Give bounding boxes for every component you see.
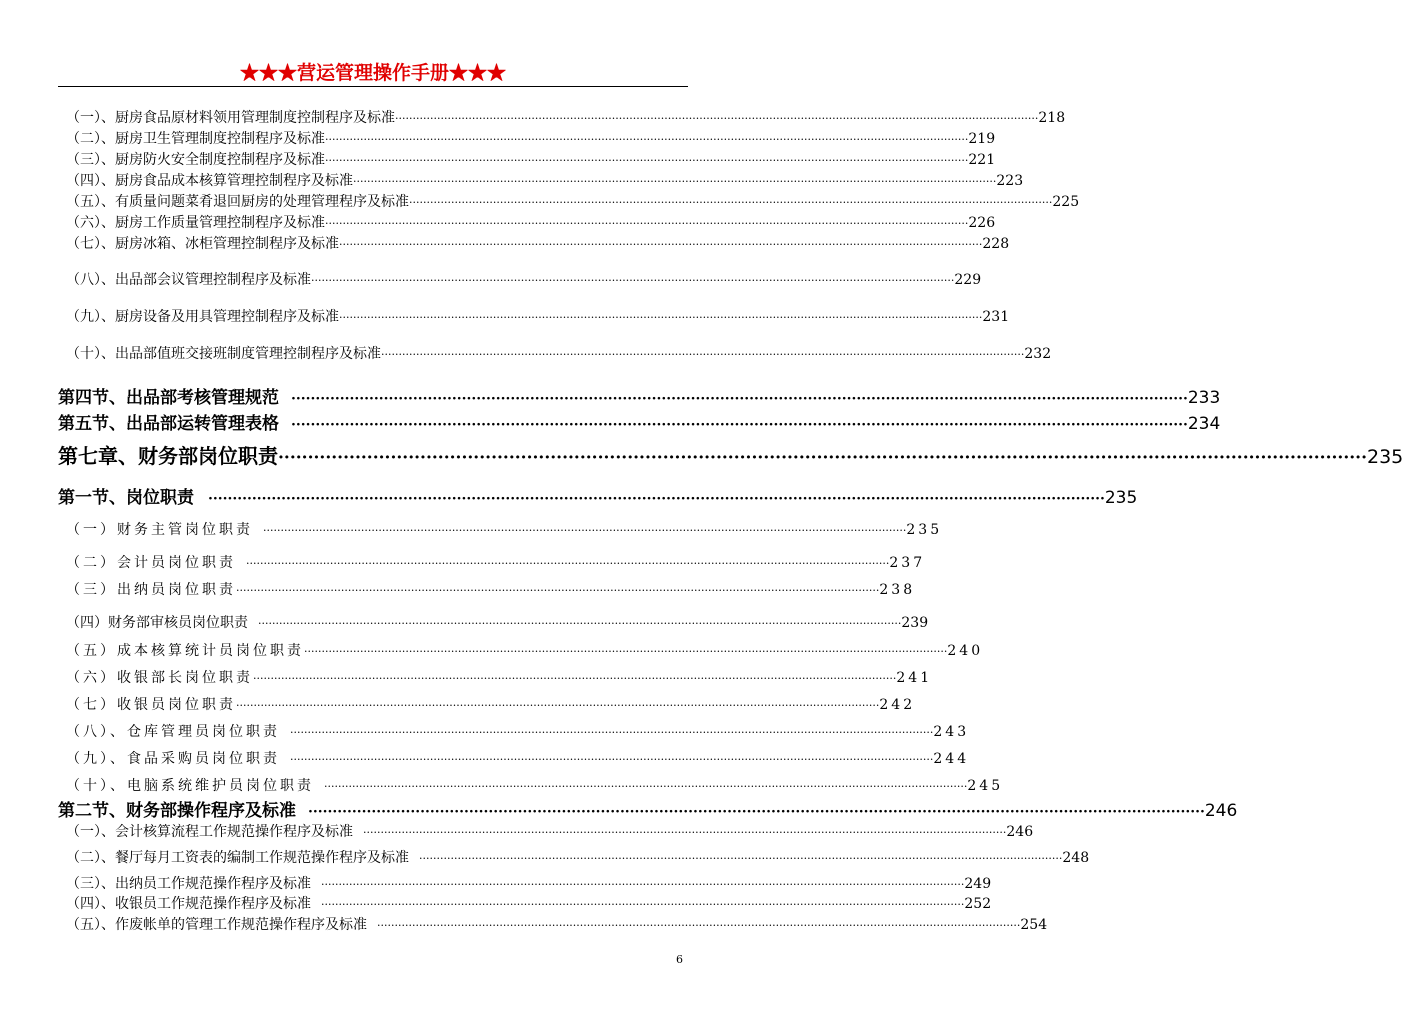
toc-entry[interactable] [0, 821, 1034, 841]
toc-entry[interactable] [0, 667, 936, 687]
toc-entry[interactable] [0, 893, 992, 913]
toc-entry-title: （五）、有质量问题菜肴退回厨房的处理管理程序及标准 [66, 194, 409, 210]
toc-entry-title: （六）、厨房工作质量管理控制程序及标准 [66, 215, 325, 231]
toc-chapter[interactable] [0, 440, 1403, 469]
toc-entry-title: （五）、作废帐单的管理工作规范操作程序及标准 [66, 917, 367, 933]
toc-entry-page: 242 [879, 697, 916, 713]
toc-entry-page: 235 [906, 522, 943, 538]
toc-section-page: 234 [1187, 414, 1221, 434]
toc-leader [278, 448, 1367, 468]
toc-entry-title: （七）、厨房冰箱、冰柜管理控制程序及标准 [66, 236, 339, 252]
toc-leader [263, 524, 906, 537]
toc-entry-page: 219 [968, 131, 996, 147]
toc-entry[interactable] [0, 640, 984, 660]
toc-leader [409, 196, 1052, 209]
toc-entry-title: （一）、厨房食品原材料领用管理制度控制程序及标准 [66, 110, 395, 126]
toc-entry-page: 225 [1052, 194, 1080, 210]
toc-entry-page: 226 [968, 215, 996, 231]
toc-leader [253, 672, 896, 685]
toc-entry-page: 241 [896, 670, 933, 686]
toc-entry-title: （四）财务部审核员岗位职责 [66, 615, 248, 631]
toc-entry[interactable] [0, 873, 992, 893]
toc-entry[interactable] [0, 233, 1010, 253]
toc-entry-title: （九）、厨房设备及用具管理控制程序及标准 [66, 309, 339, 325]
toc-entry-page: 237 [889, 555, 926, 571]
toc-entry-page: 254 [1020, 917, 1048, 933]
toc-leader [290, 726, 933, 739]
toc-entry-page: 245 [967, 778, 1004, 794]
toc-entry-title: （一）、会计核算流程工作规范操作程序及标准 [66, 824, 353, 840]
toc-entry[interactable] [0, 612, 936, 632]
toc-entry[interactable] [0, 170, 1024, 190]
toc-entry[interactable] [0, 107, 1066, 127]
toc-entry-title: （九）、食品采购员岗位职责 [66, 751, 280, 767]
toc-chapter-page: 235 [1367, 446, 1403, 468]
toc-entry-page: 252 [964, 896, 992, 912]
toc-leader [324, 780, 967, 793]
toc-entry-title: （六）收银部长岗位职责 [66, 670, 253, 686]
toc-entry[interactable] [0, 306, 1010, 326]
toc-leader [308, 804, 1205, 820]
toc-entry-title: （十）、出品部值班交接班制度管理控制程序及标准 [66, 346, 381, 362]
toc-entry[interactable] [0, 343, 1052, 363]
page-number: 6 [676, 953, 683, 966]
toc-entry-page: 238 [879, 582, 916, 598]
toc-section-title: 第二节、财务部操作程序及标准 [58, 801, 296, 821]
toc-leader [325, 154, 968, 167]
toc-leader [291, 391, 1188, 407]
toc-entry[interactable] [0, 694, 936, 714]
toc-entry[interactable] [0, 579, 936, 599]
toc-entry-page: 239 [901, 615, 929, 631]
toc-section-title: 第四节、出品部考核管理规范 [58, 388, 279, 408]
toc-entry[interactable] [0, 552, 934, 572]
toc-entry-title: （八）、仓库管理员岗位职责 [66, 724, 280, 740]
toc-entry-page: 223 [996, 173, 1024, 189]
toc-leader [304, 645, 947, 658]
toc-leader [419, 852, 1062, 865]
toc-entry-title: （七）收银员岗位职责 [66, 697, 236, 713]
toc-entry[interactable] [0, 748, 970, 768]
toc-leader [236, 584, 879, 597]
toc-entry-page: 218 [1038, 110, 1066, 126]
toc-leader [363, 826, 1006, 839]
toc-entry-page: 244 [933, 751, 970, 767]
toc-entry-title: （三）出纳员岗位职责 [66, 582, 236, 598]
toc-entry-page: 221 [968, 152, 996, 168]
toc-leader [321, 878, 964, 891]
toc-section[interactable] [0, 383, 1221, 408]
toc-entry-title: （四）、厨房食品成本核算管理控制程序及标准 [66, 173, 353, 189]
toc-leader [208, 491, 1105, 507]
toc-entry-page: 243 [933, 724, 970, 740]
toc-entry-page: 232 [1024, 346, 1052, 362]
toc-section-page: 233 [1187, 388, 1221, 408]
toc-leader [339, 238, 982, 251]
toc-leader [236, 699, 879, 712]
toc-entry-page: 249 [964, 876, 992, 892]
toc-entry[interactable] [0, 149, 996, 169]
toc-section[interactable] [0, 483, 1138, 508]
toc-chapter-title: 第七章、财务部岗位职责 [58, 444, 278, 468]
toc-leader [246, 557, 889, 570]
toc-section[interactable] [0, 796, 1238, 821]
toc-entry[interactable] [0, 212, 996, 232]
toc-entry-title: （二）、餐厅每月工资表的编制工作规范操作程序及标准 [66, 850, 409, 866]
toc-leader [258, 617, 901, 630]
toc-leader [377, 919, 1020, 932]
toc-entry-title: （三）、厨房防火安全制度控制程序及标准 [66, 152, 325, 168]
header-divider [58, 86, 688, 87]
toc-entry-title: （二）会计员岗位职责 [66, 555, 236, 571]
toc-section[interactable] [0, 409, 1221, 434]
toc-leader [381, 348, 1024, 361]
toc-entry[interactable] [0, 269, 982, 289]
toc-leader [395, 112, 1038, 125]
toc-leader [353, 175, 996, 188]
toc-entry[interactable] [0, 775, 1004, 795]
toc-entry-page: 248 [1062, 850, 1090, 866]
toc-section-page: 235 [1104, 488, 1138, 508]
toc-leader [291, 417, 1188, 433]
toc-leader [325, 217, 968, 230]
toc-section-title: 第五节、出品部运转管理表格 [58, 414, 279, 434]
toc-entry-title: （四）、收银员工作规范操作程序及标准 [66, 896, 311, 912]
toc-leader [325, 133, 968, 146]
toc-section-page: 246 [1204, 801, 1238, 821]
toc-leader [339, 311, 982, 324]
toc-entry-title: （一）财务主管岗位职责 [66, 522, 253, 538]
toc-leader [290, 753, 933, 766]
toc-leader [311, 274, 954, 287]
toc-entry-title: （十）、电脑系统维护员岗位职责 [66, 778, 314, 794]
toc-entry[interactable] [0, 519, 943, 539]
toc-entry[interactable] [0, 847, 1090, 867]
toc-entry-page: 231 [982, 309, 1010, 325]
toc-entry-title: （二）、厨房卫生管理制度控制程序及标准 [66, 131, 325, 147]
toc-entry-title: （八）、出品部会议管理控制程序及标准 [66, 272, 311, 288]
toc-section-title: 第一节、岗位职责 [58, 488, 194, 508]
toc-entry[interactable] [0, 128, 996, 148]
toc-entry-page: 240 [947, 643, 984, 659]
toc-entry[interactable] [0, 721, 970, 741]
toc-entry-page: 228 [982, 236, 1010, 252]
toc-entry-title: （三）、出纳员工作规范操作程序及标准 [66, 876, 311, 892]
toc-entry-title: （五）成本核算统计员岗位职责 [66, 643, 304, 659]
document-header-title: ★★★营运管理操作手册★★★ [239, 62, 506, 84]
toc-entry-page: 229 [954, 272, 982, 288]
toc-leader [321, 898, 964, 911]
toc-entry[interactable] [0, 914, 1048, 934]
toc-entry-page: 246 [1006, 824, 1034, 840]
toc-entry[interactable] [0, 191, 1080, 211]
